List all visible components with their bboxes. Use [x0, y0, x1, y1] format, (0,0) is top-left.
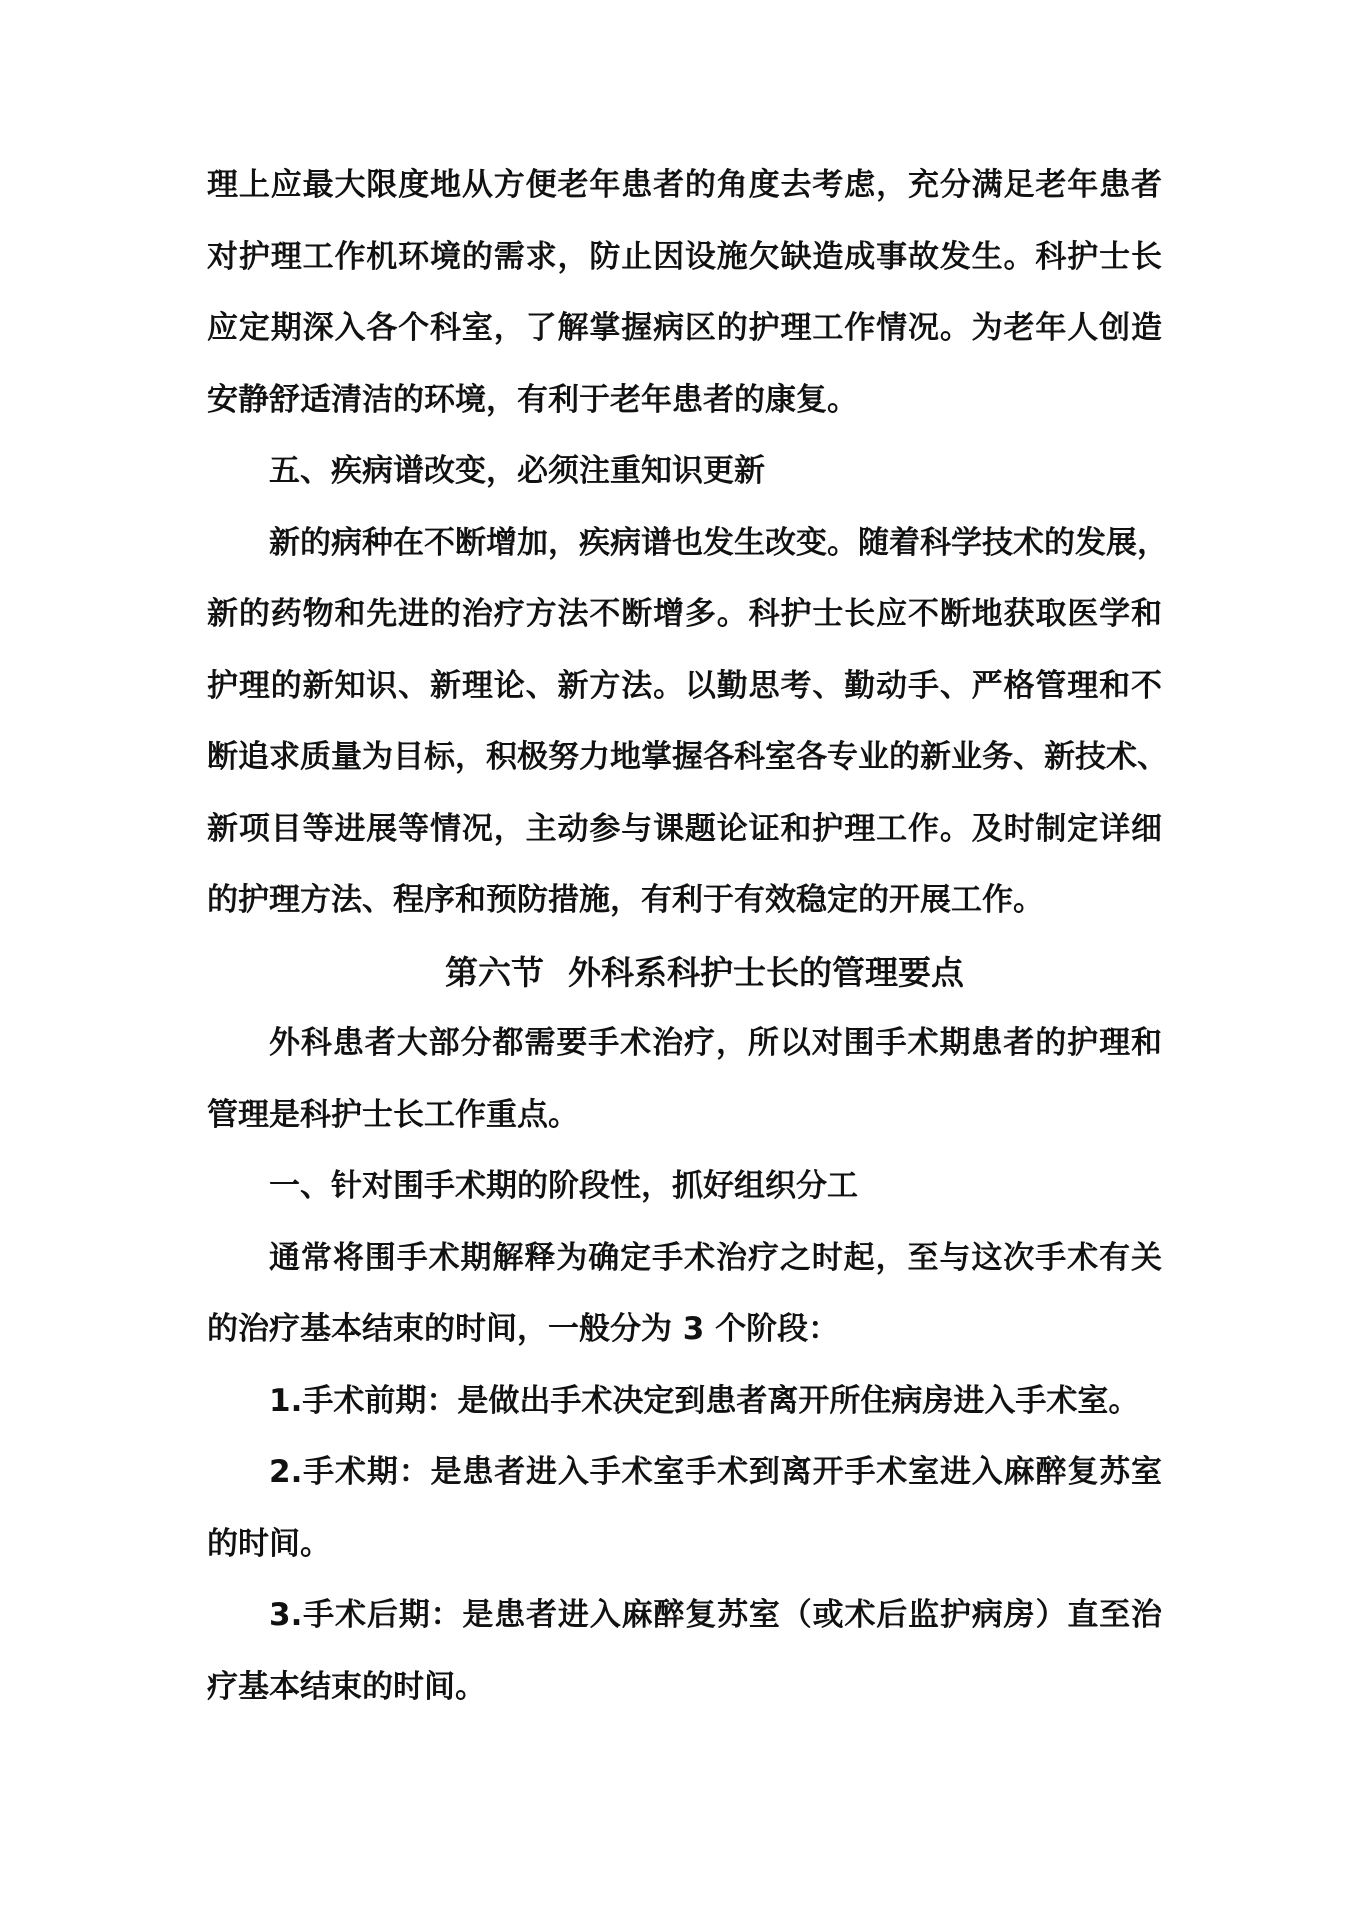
list-item-line: 的时间。 — [207, 1525, 331, 1562]
paragraph-line: 理上应最大限度地从方便老年患者的角度去考虑，充分满足老年患者 — [207, 167, 1162, 203]
paragraph-line: 对护理工作机环境的需求，防止因设施欠缺造成事故发生。科护士长 — [207, 238, 1162, 275]
paragraph-line: 安静舒适清洁的环境，有利于老年患者的康复。 — [207, 381, 858, 418]
paragraph-line: 新的药物和先进的治疗方法不断增多。科护士长应不断地获取医学和 — [207, 596, 1162, 632]
paragraph-line: 护理的新知识、新理论、新方法。以勤思考、勤动手、严格管理和不 — [207, 667, 1162, 704]
paragraph-line: 断追求质量为目标，积极努力地掌握各科室各专业的新业务、新技术、 — [207, 739, 1168, 775]
document-body — [207, 150, 1168, 1723]
paragraph-line: 通常将围手术期解释为确定手术治疗之时起，至与这次手术有关 — [269, 1239, 1162, 1276]
section-heading — [207, 937, 1162, 1009]
list-item-line: 疗基本结束的时间。 — [207, 1668, 486, 1705]
paragraph-line: 应定期深入各个科室，了解掌握病区的护理工作情况。为老年人创造 — [207, 310, 1162, 346]
paragraph-line: 管理是科护士长工作重点。 — [207, 1096, 579, 1133]
subheading-line: 五、疾病谱改变，必须注重知识更新 — [269, 453, 765, 489]
section-number: 第六节 — [445, 952, 544, 992]
paragraph-line: 外科患者大部分都需要手术治疗，所以对围手术期患者的护理和 — [269, 1025, 1162, 1061]
list-item-line: 2.手术期：是患者进入手术室手术到离开手术室进入麻醉复苏室 — [269, 1454, 1162, 1490]
list-item-line: 1.手术前期：是做出手术决定到患者离开所住病房进入手术室。 — [269, 1382, 1140, 1419]
list-item-line: 3.手术后期：是患者进入麻醉复苏室（或术后监护病房）直至治 — [269, 1597, 1162, 1633]
paragraph-line: 新项目等进展等情况，主动参与课题论证和护理工作。及时制定详细 — [207, 810, 1162, 847]
section-title: 外科系科护士长的管理要点 — [568, 952, 964, 992]
paragraph-line: 的护理方法、程序和预防措施，有利于有效稳定的开展工作。 — [207, 882, 1044, 918]
paragraph-line: 的治疗基本结束的时间，一般分为 3 个阶段： — [207, 1311, 840, 1347]
subheading-line: 一、针对围手术期的阶段性，抓好组织分工 — [269, 1168, 858, 1204]
paragraph-line: 新的病种在不断增加，疾病谱也发生改变。随着科学技术的发展， — [269, 524, 1168, 561]
